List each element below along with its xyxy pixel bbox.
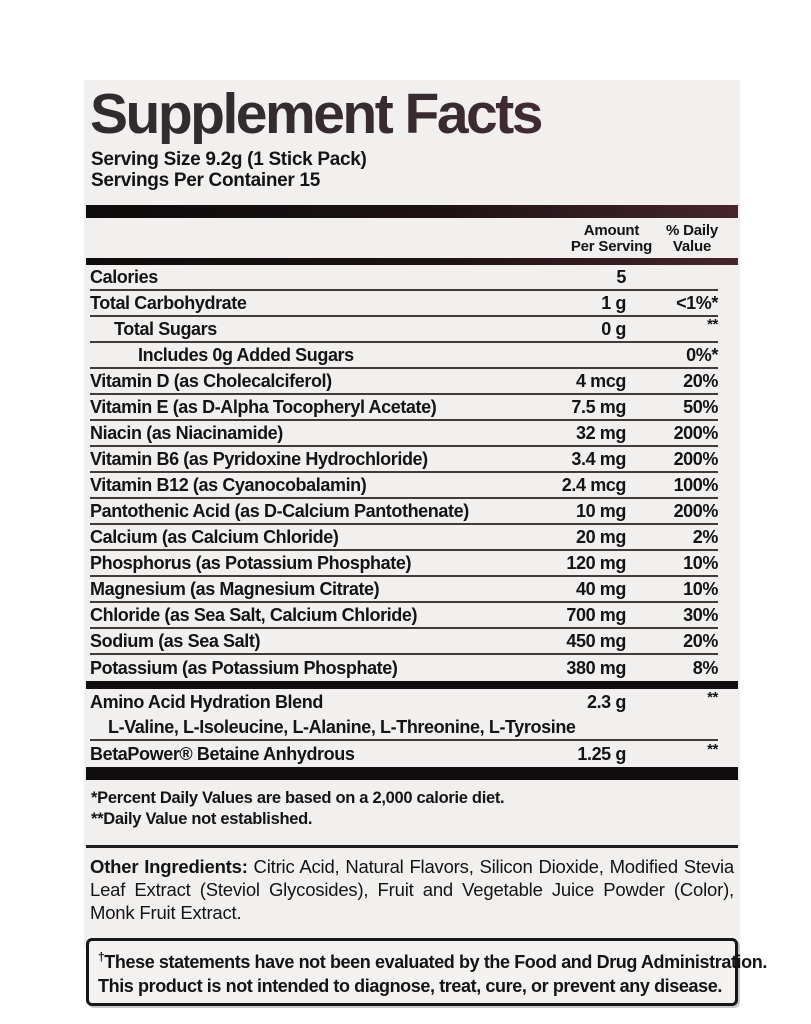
nutrient-amount: 3.4 mg <box>571 448 626 469</box>
table-row <box>90 265 718 291</box>
footnotes <box>86 780 738 836</box>
divider-bar-bottom <box>86 767 738 780</box>
nutrient-amount: 20 mg <box>575 526 626 547</box>
column-header <box>86 218 738 258</box>
nutrient-name: Vitamin E (as D-Alpha Tocopheryl Acetate) <box>90 396 437 417</box>
table-row <box>90 551 718 577</box>
blend-section <box>86 689 738 767</box>
nutrient-amount: 40 mg <box>575 578 626 599</box>
nutrient-name: Niacin (as Niacinamide) <box>90 422 283 443</box>
divider-bar-top <box>86 205 738 218</box>
nutrient-name: Chloride (as Sea Salt, Calcium Chloride) <box>90 604 418 625</box>
nutrient-amount: 32 mg <box>575 422 626 443</box>
nutrient-name: Calories <box>90 266 158 287</box>
nutrient-amount: 2.4 mcg <box>561 474 626 495</box>
nutrient-amount: 2.3 g <box>586 691 626 712</box>
nutrient-dv: 20% <box>683 630 718 651</box>
nutrient-amount: 1 g <box>601 292 626 313</box>
nutrient-name: Amino Acid Hydration Blend <box>90 691 323 712</box>
servings-per-container: Servings Per Container 15 <box>91 170 321 191</box>
serving-size: Serving Size 9.2g (1 Stick Pack) <box>91 149 367 170</box>
nutrient-dv: 50% <box>683 396 718 417</box>
fda-disclaimer-box <box>86 938 767 1006</box>
nutrient-rows <box>86 265 738 681</box>
nutrient-amount: 1.25 g <box>577 743 626 764</box>
table-row <box>90 629 718 655</box>
nutrient-dv: 10% <box>683 578 718 599</box>
nutrient-dv: 10% <box>683 552 718 573</box>
nutrient-dv: 100% <box>673 474 718 495</box>
label-title: Supplement Facts <box>86 84 738 144</box>
nutrient-amount: 120 mg <box>566 552 626 573</box>
amount-column-header <box>571 223 652 255</box>
nutrient-amount: 700 mg <box>566 604 626 625</box>
nutrient-dv: ** <box>707 315 718 333</box>
nutrient-dv: 200% <box>673 422 718 443</box>
nutrient-amount: 0 g <box>601 318 626 339</box>
nutrient-dv: <1%* <box>676 292 718 313</box>
nutrient-name: Calcium (as Calcium Chloride) <box>90 526 339 547</box>
nutrient-name: Phosphorus (as Potassium Phosphate) <box>90 552 412 573</box>
footnote-daily-values: *Percent Daily Values are based on a 2,000 calorie diet. <box>91 789 505 807</box>
nutrient-dv: 30% <box>683 604 718 625</box>
daily-value-column-header <box>666 223 718 255</box>
nutrient-name: Total Sugars <box>114 318 217 339</box>
dagger-symbol: † <box>98 950 105 964</box>
dv-header-line1: % Daily <box>666 222 718 239</box>
other-ingredients <box>86 848 738 924</box>
disclaimer-line2: This product is not intended to diagnose, treat, cure, or prevent any disease. <box>98 976 722 996</box>
blend-sub-ingredients: L-Valine, L-Isoleucine, L-Alanine, L-Threonine, L-Tyrosine <box>90 715 718 741</box>
table-row <box>90 525 718 551</box>
other-ingredients-label: Other Ingredients: <box>90 856 248 877</box>
table-row <box>90 655 718 681</box>
nutrient-amount: 10 mg <box>575 500 626 521</box>
footnote-not-established: **Daily Value not established. <box>91 810 313 828</box>
table-row <box>90 577 718 603</box>
table-row <box>90 473 718 499</box>
amount-header-line1: Amount <box>583 222 640 239</box>
nutrient-dv: 8% <box>692 657 718 678</box>
nutrient-dv: 20% <box>683 370 718 391</box>
table-row <box>90 291 718 317</box>
nutrient-dv: 200% <box>673 500 718 521</box>
table-row <box>90 421 718 447</box>
nutrient-name: Vitamin D (as Cholecalciferol) <box>90 370 332 391</box>
nutrient-dv: ** <box>707 740 718 758</box>
nutrient-dv: 0%* <box>686 344 718 365</box>
table-row <box>90 689 718 715</box>
nutrient-name: Vitamin B6 (as Pyridoxine Hydrochloride) <box>90 448 428 469</box>
table-row <box>90 499 718 525</box>
serving-info <box>86 144 738 191</box>
table-row <box>90 447 718 473</box>
nutrient-name: Includes 0g Added Sugars <box>138 344 354 365</box>
supplement-facts-label <box>84 80 767 996</box>
table-row <box>90 603 718 629</box>
nutrient-name: Potassium (as Potassium Phosphate) <box>90 657 398 678</box>
disclaimer-line1 <box>98 945 767 974</box>
table-row <box>90 369 718 395</box>
nutrient-name: Magnesium (as Magnesium Citrate) <box>90 578 380 599</box>
nutrient-dv: ** <box>707 688 718 706</box>
dv-header-line2: Value <box>672 238 712 255</box>
nutrient-name: BetaPower® Betaine Anhydrous <box>90 743 355 764</box>
disclaimer-line1-text: These statements have not been evaluated by the Food and Drug Administration. <box>104 952 767 972</box>
nutrient-amount: 380 mg <box>566 657 626 678</box>
nutrient-name: Pantothenic Acid (as D-Calcium Pantothenate) <box>90 500 469 521</box>
nutrient-amount: 7.5 mg <box>571 396 626 417</box>
table-row <box>90 317 718 343</box>
table-row <box>90 395 718 421</box>
other-ingredients-text: Citric Acid, Natural Flavors, Silicon Dioxide, Modified Stevia Leaf Extract (Steviol Glycosides), Fruit and Vegetable Juice Powder (Color), Monk Fruit Extract. <box>90 856 734 923</box>
amount-header-line2: Per Serving <box>570 238 653 255</box>
nutrient-amount: 4 mcg <box>575 370 626 391</box>
table-row <box>90 741 718 767</box>
nutrient-amount: 450 mg <box>566 630 626 651</box>
divider-bar-header <box>86 258 738 265</box>
nutrient-dv: 200% <box>673 448 718 469</box>
nutrient-name: Sodium (as Sea Salt) <box>90 630 261 651</box>
nutrient-name: Vitamin B12 (as Cyanocobalamin) <box>90 474 367 495</box>
nutrient-name: Total Carbohydrate <box>90 292 247 313</box>
nutrient-amount: 5 <box>616 266 626 287</box>
table-row <box>90 343 718 369</box>
nutrient-dv: 2% <box>692 526 718 547</box>
